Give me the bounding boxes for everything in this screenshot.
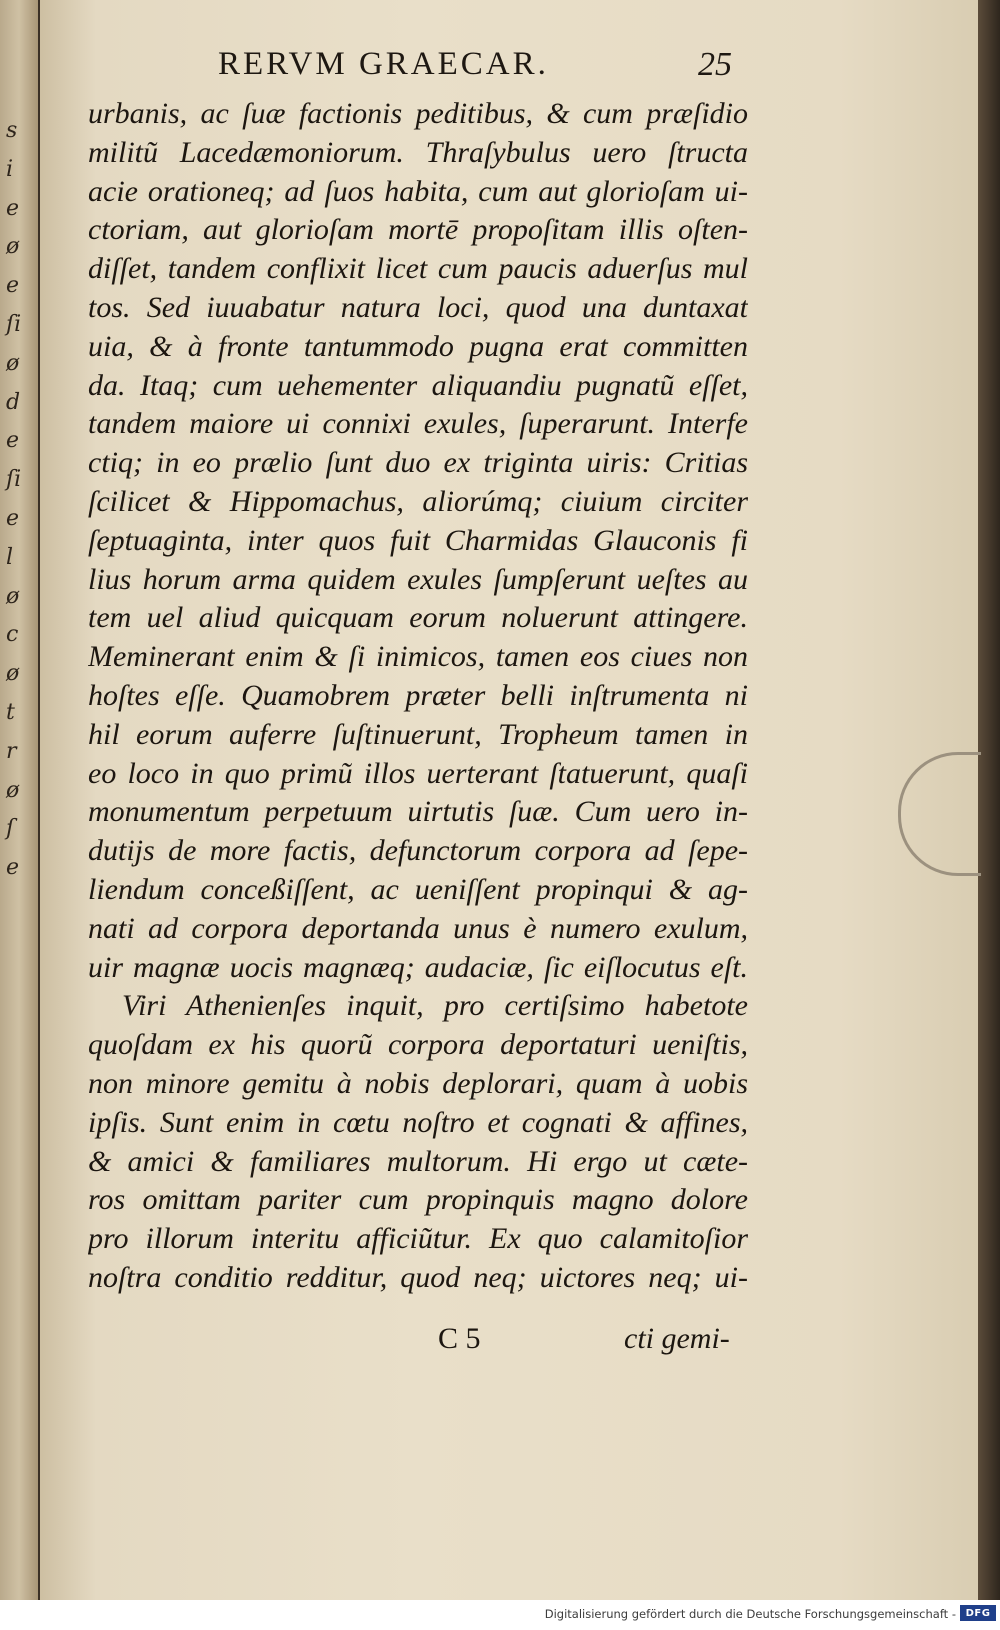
text-line: uir magnæ uocis magnæq; audaciæ, ſic eiſlocutus eſt.: [88, 950, 748, 984]
text-line: acie orationeq; ad ſuos habita, cum aut glorioſam ui-: [88, 174, 748, 208]
text-line: diſſet, tandem conflixit licet cum paucis aduerſus mul: [88, 252, 748, 286]
text-line: ſcilicet & Hippomachus, aliorúmq; ciuium circiter: [88, 484, 748, 518]
facing-page-letter: i: [6, 156, 14, 182]
text-line: da. Itaq; cum uehementer aliquandiu pugnatũ eſſet,: [88, 368, 748, 402]
text-line: hil eorum auferre ſuſtinuerunt, Tropheum tamen in: [88, 717, 748, 751]
text-line: ſeptuaginta, inter quos fuit Charmidas Glauconis fi: [88, 523, 748, 557]
facing-page-letter: d: [6, 389, 21, 415]
page-edge: [978, 0, 1000, 1600]
text-line: uia, & à fronte tantummodo pugna erat committen: [88, 329, 748, 363]
page-number: 25: [698, 46, 732, 83]
facing-page-letter: ø: [6, 350, 20, 376]
facing-page-letter: ø: [6, 234, 20, 260]
facing-page-letter: r: [6, 738, 17, 764]
text-line: ctiq; in eo prælio ſunt duo ex triginta uiris: Critias: [88, 446, 748, 480]
text-line: tandem maiore ui connixi exules, ſuperarunt. Interfe: [88, 407, 748, 441]
text-line: urbanis, ac ſuæ factionis peditibus, & cum præſidio: [88, 97, 748, 130]
text-line: militũ Lacedæmoniorum. Thraſybulus uero ſtructa: [88, 135, 748, 169]
text-line: lius horum arma quidem exules ſumpſerunt ueſtes au: [88, 562, 748, 596]
text-line: eo loco in quo primũ illos uerterant ſtatuerunt, quaſi: [88, 756, 748, 790]
text-line: dutijs de more factis, defunctorum corpora ad ſepe-: [88, 834, 748, 868]
text-line: liendum conceßiſſent, ac ueniſſent propinqui & ag-: [88, 872, 748, 906]
signature-mark: C 5: [438, 1322, 481, 1355]
facing-page-letter: s: [6, 118, 18, 143]
facing-page-letter: c: [6, 622, 19, 648]
facing-page-letter: ø: [6, 777, 20, 803]
facing-page-letter: ø: [6, 661, 20, 687]
digitization-credit: Digitalisierung gefördert durch die Deutsche Forschungsgemeinschaft -: [544, 1607, 956, 1621]
text-line: hoſtes eſſe. Quamobrem præter belli inſtrumenta ni: [88, 678, 748, 712]
speech-line: Viri Athenienſes inquit, pro certiſsimo habetote: [122, 989, 748, 1023]
facing-page-letter: e: [6, 855, 20, 881]
facing-page-letter: e: [6, 195, 20, 221]
facing-page-letter: t: [6, 700, 15, 725]
text-line: Meminerant enim & ſi inimicos, tamen eos ciues non: [88, 640, 748, 674]
facing-page-letter: e: [6, 273, 20, 299]
facing-page-letter: e: [6, 428, 20, 454]
speech-line: noſtra conditio redditur, quod neq; uictores neq; ui-: [88, 1260, 748, 1294]
facing-page-letter: ſi: [6, 312, 22, 337]
facing-page-letter: l: [6, 544, 14, 570]
body-text: [88, 95, 748, 1298]
speech-line: quoſdam ex his quorũ corpora deportaturi ueniſtis,: [88, 1028, 748, 1062]
text-line: tem uel aliud quicquam eorum noluerunt attingere.: [88, 601, 748, 635]
dfg-logo: DFG: [960, 1605, 996, 1621]
speech-line: pro illorum interitu afficiũtur. Ex quo calamitoſior: [88, 1222, 748, 1256]
speech-line: & amici & familiares multorum. Hi ergo ut cæte-: [88, 1144, 748, 1178]
text-line: tos. Sed iuuabatur natura loci, quod una duntaxat: [88, 290, 748, 324]
text-line: nati ad corpora deportanda unus è numero exulum,: [88, 911, 748, 945]
facing-page-letter: e: [6, 506, 20, 531]
catchword: cti gemi-: [624, 1322, 730, 1355]
speech-line: ipſis. Sunt enim in cœtu noſtro et cognati & affines,: [88, 1105, 748, 1139]
text-line: ctoriam, aut glorioſam mortē propoſitam illis oſten-: [88, 213, 748, 247]
facing-page-letter: ø: [6, 583, 20, 609]
facing-page-letter: ſi: [6, 467, 22, 493]
text-line: monumentum perpetuum uirtutis ſuæ. Cum uero in-: [88, 795, 748, 829]
facing-page-letter: ſ: [6, 816, 15, 842]
facing-page-gutter: [0, 0, 38, 1600]
speech-line: ros omittam pariter cum propinquis magno dolore: [88, 1183, 748, 1217]
speech-line: non minore gemitu à nobis deplorari, quam à uobis: [88, 1066, 748, 1100]
running-head: RERVM GRAECAR.: [218, 46, 549, 82]
